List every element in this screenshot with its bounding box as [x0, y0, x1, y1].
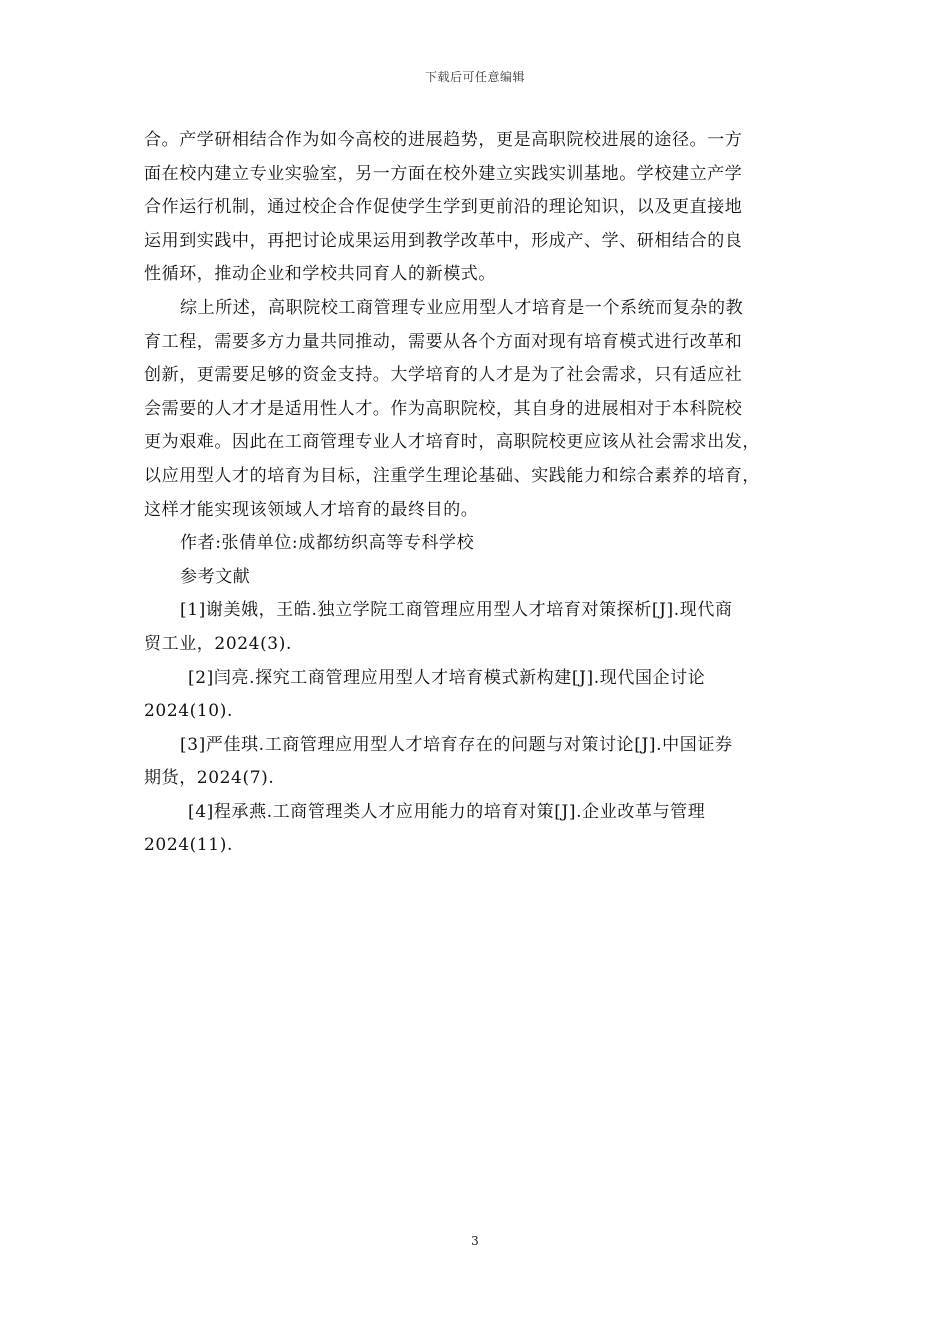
paragraph-conclusion	[144, 292, 810, 527]
reference-line: [2]闫亮.探究工商管理应用型人才培育模式新构建[J].现代国企讨论	[188, 667, 706, 688]
paragraph-line: 会需要的人才才是适用性人才。作为高职院校，其自身的进展相对于本科院校	[144, 398, 743, 419]
paragraph-line: 运用到实践中，再把讨论成果运用到教学改革中，形成产、学、研相结合的良	[144, 230, 743, 251]
paragraph-line: 合。产学研相结合作为如今高校的进展趋势，更是高职院校进展的途径。一方	[144, 130, 743, 150]
document-body	[144, 124, 810, 863]
reference-item	[144, 662, 810, 729]
paragraph-line: 综上所述，高职院校工商管理专业应用型人才培育是一个系统而复杂的教	[180, 297, 744, 318]
reference-line: [4]程承燕.工商管理类人才应用能力的培育对策[J].企业改革与管理	[188, 801, 706, 822]
reference-line: [3]严佳琪.工商管理应用型人才培育存在的问题与对策讨论[J].中国证券	[180, 734, 733, 755]
reference-item	[144, 796, 810, 863]
paragraph-continuation	[144, 124, 810, 292]
reference-line: 贸工业，2024(3).	[144, 633, 292, 654]
paragraph-line: 这样才能实现该领域人才培育的最终目的。	[144, 499, 479, 520]
reference-line: 2024(10).	[144, 701, 233, 722]
paragraph-line: 性循环，推动企业和学校共同育人的新模式。	[144, 264, 496, 285]
paragraph-line: 创新，更需要足够的资金支持。大学培育的人才是为了社会需求，只有适应社	[144, 365, 743, 386]
reference-item	[144, 729, 810, 796]
paragraph-line: 更为艰难。因此在工商管理专业人才培育时，高职院校更应该从社会需求出发，	[144, 432, 760, 453]
page-number: 3	[471, 1234, 479, 1248]
references-heading: 参考文献	[180, 566, 251, 587]
paragraph-line: 面在校内建立专业实验室，另一方面在校外建立实践实训基地。学校建立产学	[144, 163, 743, 184]
reference-line: 期货，2024(7).	[144, 768, 275, 789]
paragraph-line: 以应用型人才的培育为目标，注重学生理论基础、实践能力和综合素养的培育，	[144, 465, 760, 486]
reference-line: [1]谢美娥，王皓.独立学院工商管理应用型人才培育对策探析[J].现代商	[180, 600, 733, 621]
paragraph-line: 育工程，需要多方力量共同推动，需要从各个方面对现有培育模式进行改革和	[144, 331, 743, 352]
reference-item	[144, 594, 810, 661]
page-header-note: 下载后可任意编辑	[424, 70, 525, 84]
paragraph-line: 合作运行机制，通过校企合作促使学生学到更前沿的理论知识，以及更直接地	[144, 197, 743, 218]
reference-line: 2024(11).	[144, 835, 233, 856]
author-line: 作者:张倩单位:成都纺织高等专科学校	[180, 533, 475, 554]
